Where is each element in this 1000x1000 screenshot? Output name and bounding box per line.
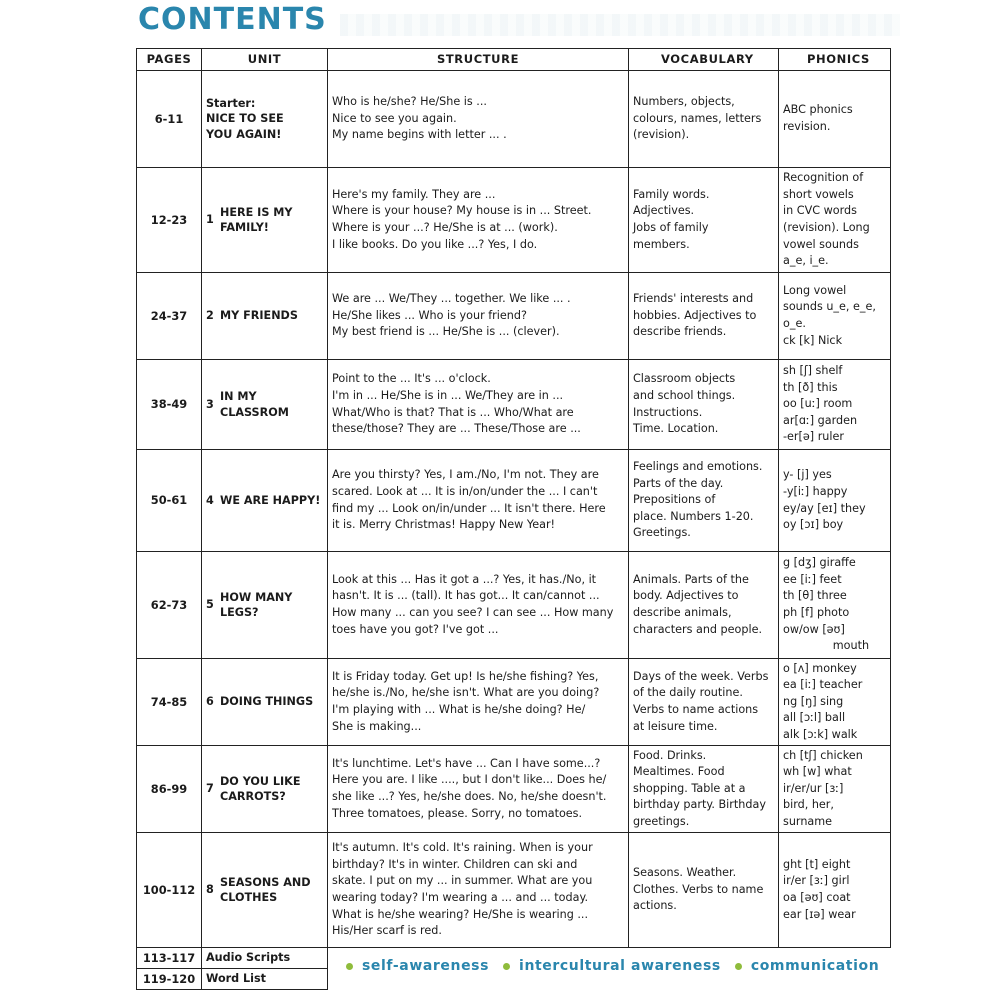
unit-cell — [202, 948, 328, 969]
unit-title: MY FRIENDS — [220, 309, 298, 323]
vocabulary-cell: Animals. Parts of the body. Adjectives to describe animals, characters and people. — [629, 552, 779, 659]
unit-number: 4 — [206, 493, 214, 507]
table-row — [137, 450, 891, 552]
header-structure: STRUCTURE — [328, 49, 629, 71]
pages-cell: 119-120 — [137, 969, 202, 990]
structure-cell: Look at this ... Has it got a ...? Yes, it has./No, it hasn't. It is ... (tall). It has got... It can/cannot ... How many ... can you see? I can see ... How many toes have you got? I've got ... — [328, 552, 629, 659]
header-row — [137, 49, 891, 71]
legend-label: self-awareness — [362, 958, 490, 974]
unit-title: Audio Scripts — [206, 951, 291, 965]
phonics-cell: sh [ʃ] shelf th [ð] this oo [uː] room ar[ɑː] garden -er[ə] ruler — [779, 360, 891, 450]
unit-number: 6 — [206, 695, 214, 709]
unit-number: 7 — [206, 782, 214, 796]
table-row — [137, 71, 891, 168]
vocabulary-cell: Classroom objects and school things. Instructions. Time. Location. — [629, 360, 779, 450]
unit-cell — [202, 552, 328, 659]
vocabulary-cell: Food. Drinks. Mealtimes. Food shopping. Table at a birthday party. Birthday greetings. — [629, 746, 779, 833]
pages-cell: 38-49 — [137, 360, 202, 450]
legend-item — [735, 958, 879, 974]
unit-title: Starter: NICE TO SEE YOU AGAIN! — [206, 96, 284, 141]
vocabulary-cell: Days of the week. Verbs of the daily routine. Verbs to name actions at leisure time. — [629, 659, 779, 746]
unit-title: DOING THINGS — [220, 695, 314, 709]
vocabulary-cell: Numbers, objects, colours, names, letters (revision). — [629, 71, 779, 168]
legend-item — [503, 958, 721, 974]
vocabulary-cell: Family words. Adjectives. Jobs of family members. — [629, 168, 779, 273]
phonics-cell: ABC phonics revision. — [779, 71, 891, 168]
pages-cell: 113-117 — [137, 948, 202, 969]
unit-title: IN MY CLASSROM — [220, 390, 289, 419]
legend-label: communication — [750, 958, 880, 974]
structure-cell: It's lunchtime. Let's have ... Can I have some...? Here you are. I like ...., but I don't like... Does he/ she like ...? Yes, he/she does. No, he/she doesn't. Three tomatoes, please. Sorry, no tomatoes. — [328, 746, 629, 833]
phonics-cell: y- [j] yes -y[iː] happy ey/ay [eɪ] they oy [ɔɪ] boy — [779, 450, 891, 552]
table-row — [137, 360, 891, 450]
table-row — [137, 168, 891, 273]
vocabulary-cell: Seasons. Weather. Clothes. Verbs to name actions. — [629, 833, 779, 948]
unit-cell — [202, 360, 328, 450]
structure-cell: It's autumn. It's cold. It's raining. When is your birthday? It's in winter. Children can ski and skate. I put on my ... in summer. What are you wearing today? I'm wearing a ... and ... today. What is he/she wearing? He/She is wearing ... His/Her scarf is red. — [328, 833, 629, 948]
unit-title: HERE IS MY FAMILY! — [220, 205, 293, 234]
phonics-cell: Recognition of short vowels in CVC words (revision). Long vowel sounds a_e, i_e. — [779, 168, 891, 273]
vocabulary-cell: Feelings and emotions. Parts of the day. Prepositions of place. Numbers 1-20. Greetings. — [629, 450, 779, 552]
table-row — [137, 659, 891, 746]
phonics-cell: g [dʒ] giraffe ee [iː] feet th [θ] three ph [f] photo ow/ow [əʊ] mouth — [779, 552, 891, 659]
unit-number: 1 — [206, 213, 214, 227]
unit-cell — [202, 273, 328, 360]
phonics-cell: ght [t] eight ir/er [ɜː] girl oa [əʊ] coat ear [ɪə] wear — [779, 833, 891, 948]
structure-cell: We are ... We/They ... together. We like ... . He/She likes ... Who is your friend? My best friend is ... He/She is ... (clever). — [328, 273, 629, 360]
vocabulary-cell: Friends' interests and hobbies. Adjectives to describe friends. — [629, 273, 779, 360]
header-pages: PAGES — [137, 49, 202, 71]
pages-cell: 100-112 — [137, 833, 202, 948]
table-row — [137, 273, 891, 360]
unit-cell — [202, 833, 328, 948]
unit-cell — [202, 450, 328, 552]
unit-title: HOW MANY LEGS? — [220, 590, 293, 619]
unit-number: 2 — [206, 309, 214, 323]
contents-table — [136, 48, 891, 990]
structure-cell: It is Friday today. Get up! Is he/she fishing? Yes, he/she is./No, he/she isn't. What are you doing? I'm playing with ... What is he/she doing? He/ She is making... — [328, 659, 629, 746]
pages-cell: 24-37 — [137, 273, 202, 360]
phonics-cell: Long vowel sounds u_e, e_e, o_e. ck [k] Nick — [779, 273, 891, 360]
bullet-icon — [503, 963, 510, 970]
header-phonics: PHONICS — [779, 49, 891, 71]
legend-item — [346, 958, 489, 974]
pages-cell: 6-11 — [137, 71, 202, 168]
pages-cell: 12-23 — [137, 168, 202, 273]
header-unit: UNIT — [202, 49, 328, 71]
unit-title: SEASONS AND CLOTHES — [220, 875, 311, 904]
bullet-icon — [735, 963, 742, 970]
table-row — [137, 746, 891, 833]
unit-title: Word List — [206, 972, 267, 986]
unit-cell — [202, 168, 328, 273]
unit-cell — [202, 969, 328, 990]
structure-cell: Who is he/she? He/She is ... Nice to see you again. My name begins with letter ... . — [328, 71, 629, 168]
unit-cell — [202, 746, 328, 833]
structure-cell: Are you thirsty? Yes, I am./No, I'm not. They are scared. Look at ... It is in/on/under the ... I can't find my ... Look on/in/under ... It isn't there. Here it is. Merry Christmas! Happy New Year! — [328, 450, 629, 552]
unit-number: 8 — [206, 883, 214, 897]
title-decoration — [340, 14, 900, 36]
unit-title: WE ARE HAPPY! — [220, 493, 321, 507]
pages-cell: 62-73 — [137, 552, 202, 659]
phonics-cell: ch [tʃ] chicken wh [w] what ir/er/ur [ɜː] bird, her, surname — [779, 746, 891, 833]
pages-cell: 50-61 — [137, 450, 202, 552]
pages-cell: 86-99 — [137, 746, 202, 833]
unit-number: 5 — [206, 598, 214, 612]
structure-cell: Here's my family. They are ... Where is your house? My house is in ... Street. Where is your ...? He/She is at ... (work). I like books. Do you like ...? Yes, I do. — [328, 168, 629, 273]
unit-cell — [202, 71, 328, 168]
structure-cell: Point to the ... It's ... o'clock. I'm in ... He/She is in ... We/They are in ... What/Who is that? That is ... Who/What are these/those? They are ... These/Those are ... — [328, 360, 629, 450]
header-vocabulary: VOCABULARY — [629, 49, 779, 71]
unit-cell — [202, 659, 328, 746]
bullet-icon — [346, 963, 353, 970]
legend-label: intercultural awareness — [519, 958, 721, 974]
page-title: CONTENTS — [138, 2, 327, 37]
table-row — [137, 833, 891, 948]
phonics-cell: o [ʌ] monkey ea [iː] teacher ng [ŋ] sing all [ɔːl] ball alk [ɔːk] walk — [779, 659, 891, 746]
pages-cell: 74-85 — [137, 659, 202, 746]
table-row — [137, 552, 891, 659]
skills-legend — [346, 958, 893, 974]
unit-number: 3 — [206, 397, 214, 411]
unit-title: DO YOU LIKE CARROTS? — [220, 774, 301, 803]
